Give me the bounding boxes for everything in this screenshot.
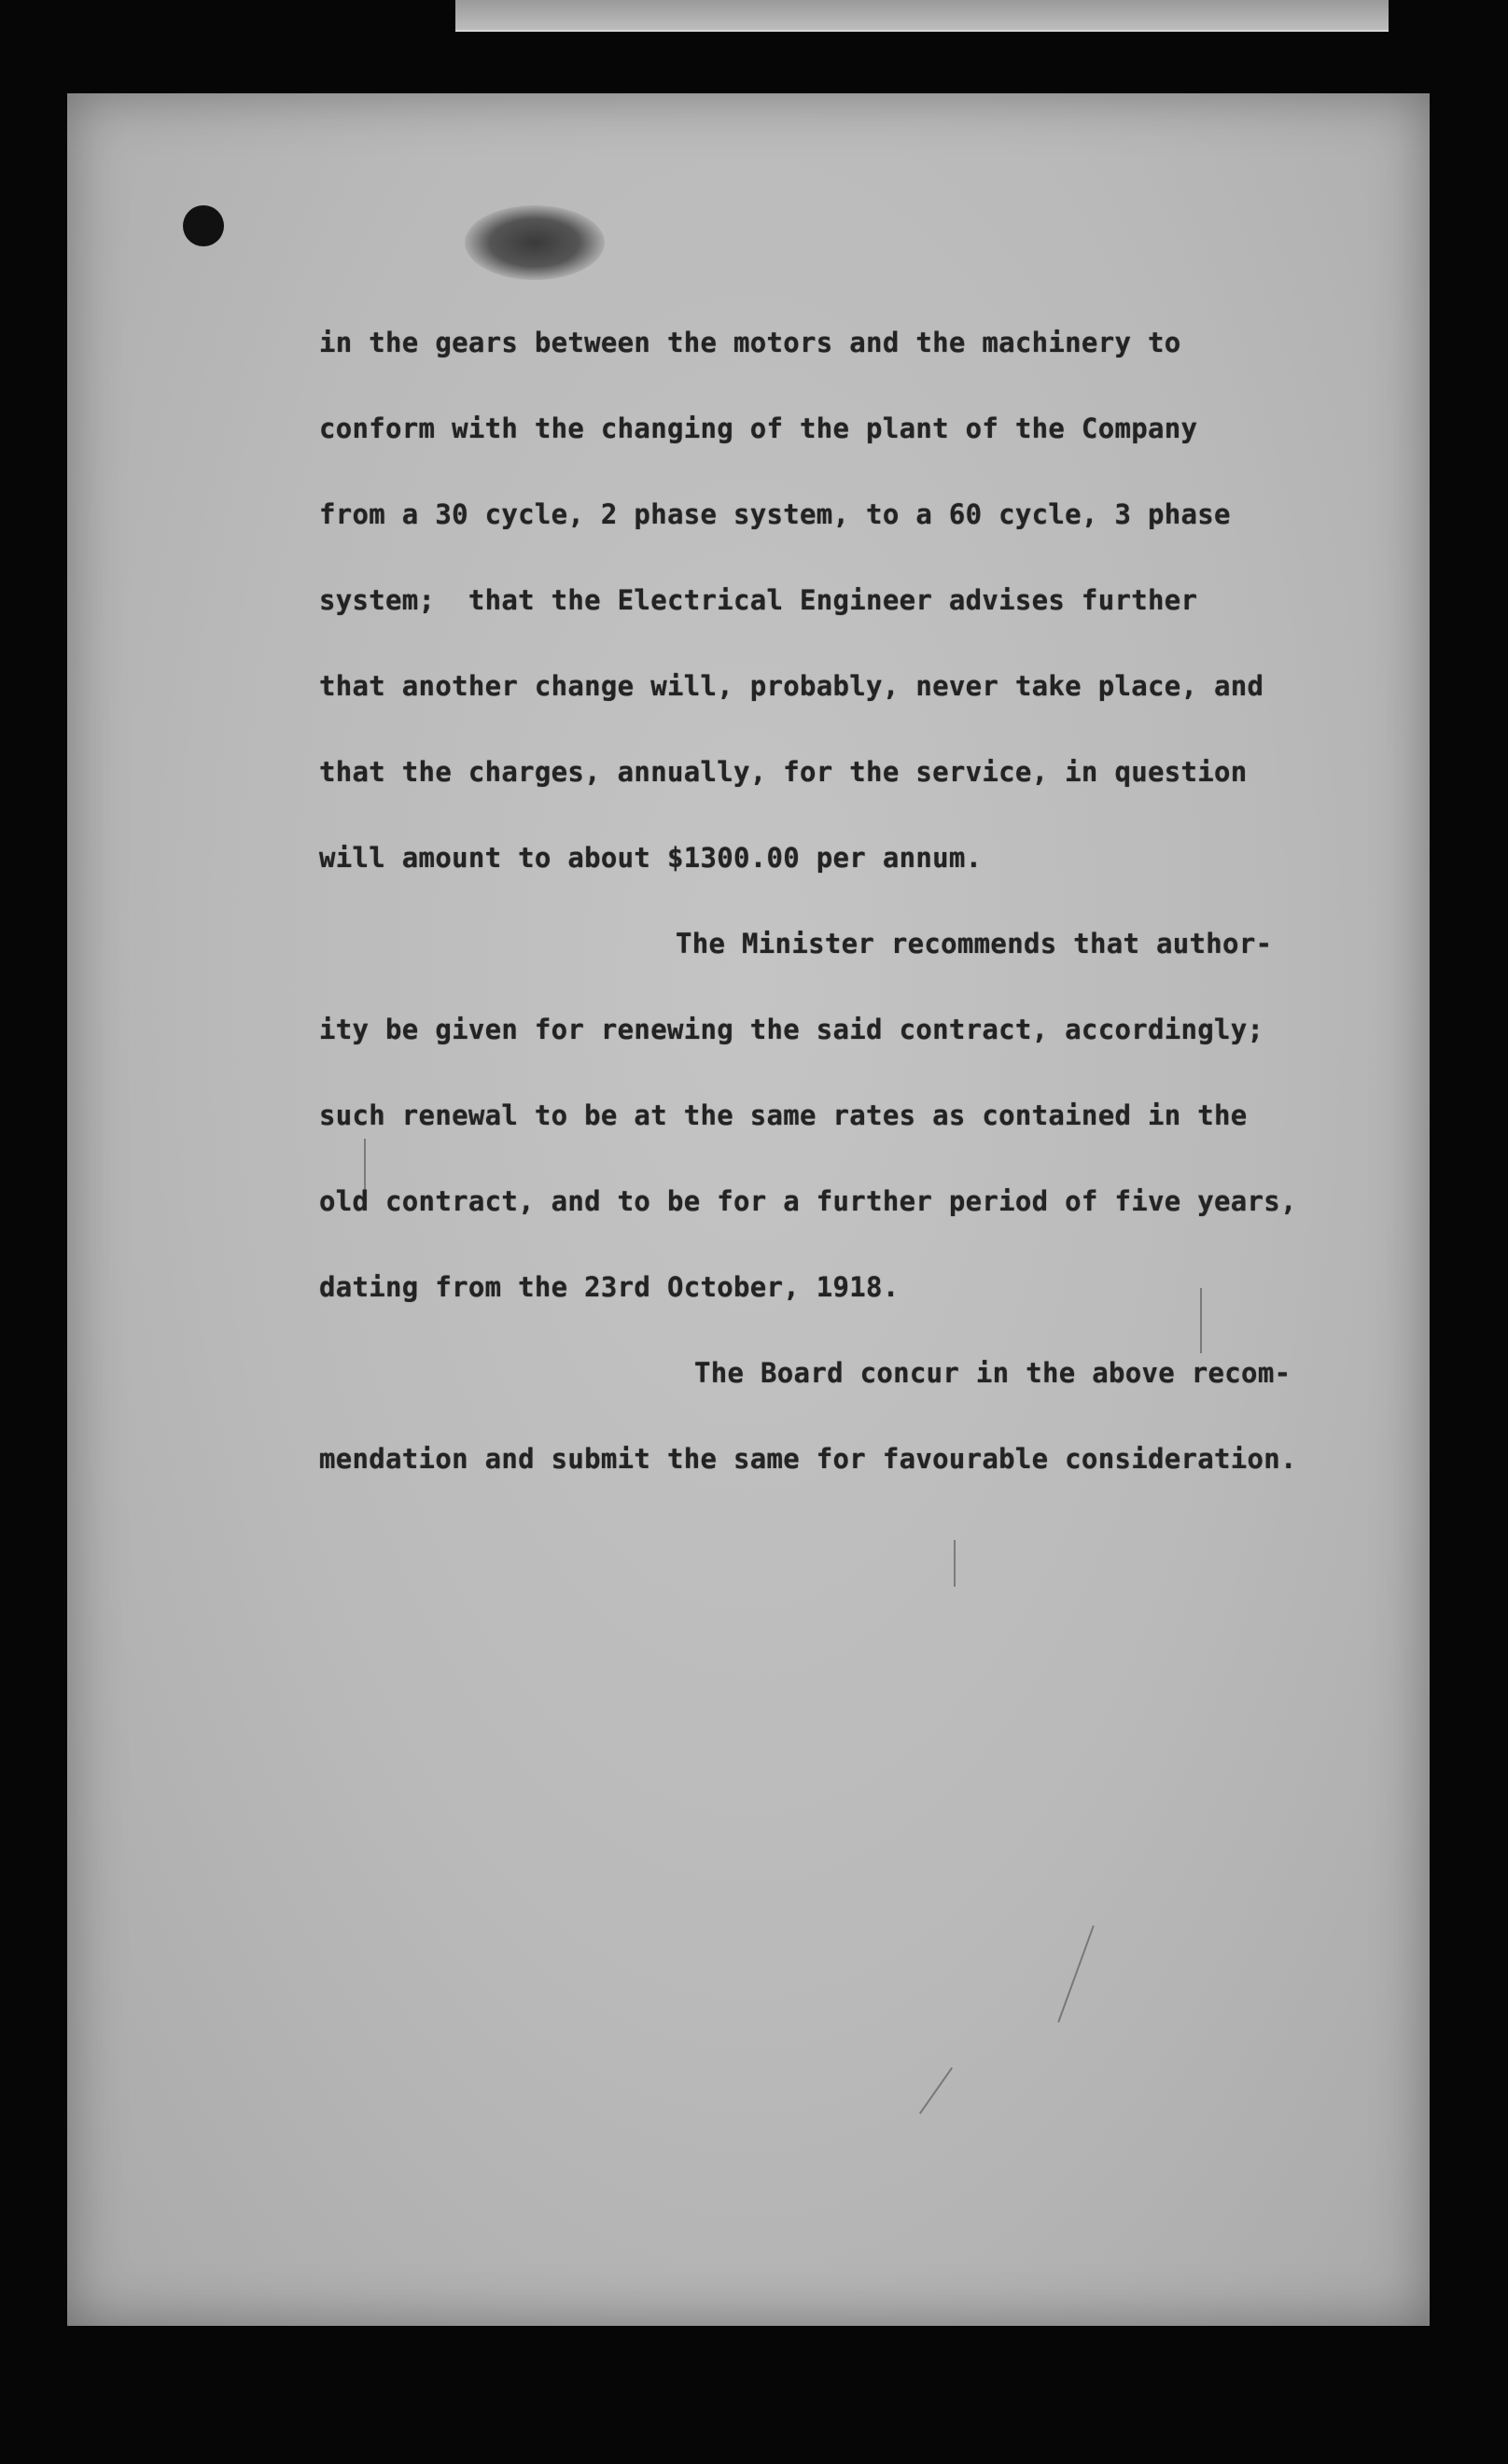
text-line: mendation and submit the same for favourable consideration. — [319, 1443, 1297, 1475]
text-line: from a 30 cycle, 2 phase system, to a 60 cycle, 3 phase — [319, 498, 1231, 530]
text-line: that another change will, probably, never take place, and — [319, 670, 1264, 702]
previous-page-edge — [455, 0, 1389, 32]
text-line: system; that the Electrical Engineer advises further — [319, 584, 1198, 616]
text-line: such renewal to be at the same rates as contained in the — [319, 1099, 1248, 1131]
text-line: ity be given for renewing the said contract, accordingly; — [319, 1014, 1264, 1045]
text-line: that the charges, annually, for the service, in question — [319, 756, 1248, 788]
paragraph-start-line: The Board concur in the above recom- — [694, 1357, 1292, 1389]
text-line: dating from the 23rd October, 1918. — [319, 1271, 900, 1303]
document-sheet — [67, 93, 1430, 2326]
text-line: conform with the changing of the plant of the Company — [319, 413, 1198, 444]
paragraph-start-line: The Minister recommends that author- — [676, 928, 1273, 959]
typed-text-block — [67, 93, 1430, 2326]
text-line: old contract, and to be for a further period of five years, — [319, 1185, 1297, 1217]
text-line: will amount to about $1300.00 per annum. — [319, 842, 983, 874]
text-line: in the gears between the motors and the machinery to — [319, 327, 1181, 358]
